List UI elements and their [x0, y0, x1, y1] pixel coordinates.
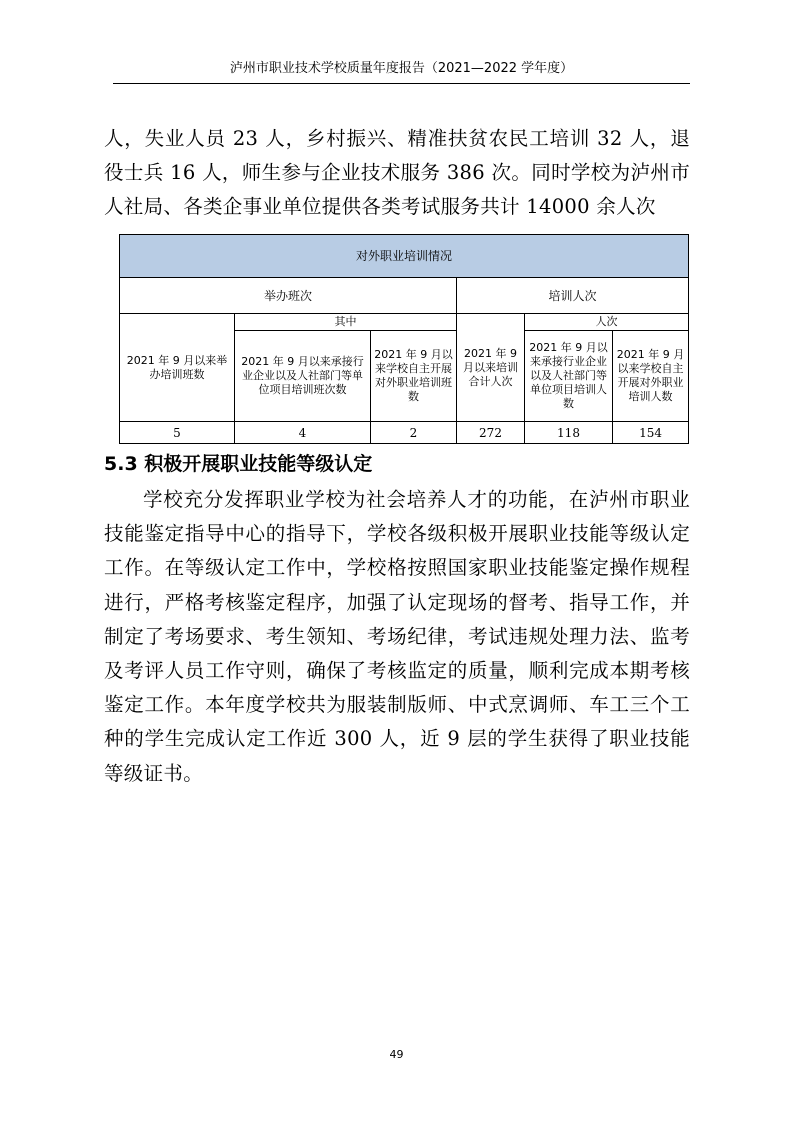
col-header-self-run-classes: 2021 年 9 月以来学校自主开展对外职业培训班数: [371, 331, 457, 422]
section-paragraph: 学校充分发挥职业学校为社会培养人才的功能，在泸州市职业技能鉴定指导中心的指导下，学校各级积极开展职业技能等级认定工作。在等级认定工作中，学校格按照国家职业技能鉴定操作规程进行，严格考核鉴定程序，加强了认定现场的督考、指导工作，并制定了考场要求、考生领知、考场纪律，考试违规处理力法、监考及考评人员工作守则，确保了考核监定的质量，顺利完成本期考核鉴定工作。本年度学校共为服装制版师、中式烹调师、车工三个工种的学生完成认定工作近 300 人，近 9 层的学生获得了职业技能等级证书。: [104, 488, 690, 785]
training-table-container: [119, 234, 688, 444]
col-header-contracted-people: 2021 年 9 月以来承接行业企业以及人社部门等单位项目培训人数: [525, 331, 613, 422]
value-total-people: 272: [457, 422, 525, 444]
value-self-run-classes: 2: [371, 422, 457, 444]
group-header-classes: 举办班次: [120, 278, 457, 314]
value-self-run-people: 154: [613, 422, 689, 444]
col-header-self-run-people: 2021 年 9 月以来学校自主开展对外职业培训人数: [613, 331, 689, 422]
value-contracted-classes: 4: [235, 422, 371, 444]
table-caption: 对外职业培训情况: [120, 235, 689, 278]
subheader-of-which: 其中: [235, 314, 457, 331]
page-header-title: 泸州市职业技术学校质量年度报告（2021—2022 学年度）: [229, 61, 574, 76]
section-heading: 5.3 积极开展职业技能等级认定: [104, 453, 373, 475]
header-divider: [113, 83, 690, 84]
group-header-people: 培训人次: [457, 278, 689, 314]
intro-paragraph: 人，失业人员 23 人，乡村振兴、精准扶贫农民工培训 32 人，退役士兵 16 人，师生参与企业技术服务 386 次。同时学校为泸州市人社局、各类企事业单位提供各类考试服务共计 14000 余人次: [104, 127, 690, 219]
col-header-contracted-classes: 2021 年 9 月以来承接行业企业以及人社部门等单位项目培训班次数: [235, 331, 371, 422]
col-header-total-classes: 2021 年 9 月以来举办培训班数: [120, 314, 235, 422]
value-contracted-people: 118: [525, 422, 613, 444]
col-header-total-people: 2021 年 9 月以来培训合计人次: [457, 314, 525, 422]
value-total-classes: 5: [120, 422, 235, 444]
page-number: 49: [389, 1048, 404, 1061]
subheader-people: 人次: [525, 314, 689, 331]
external-training-table: [119, 234, 689, 444]
table-row: [120, 422, 689, 444]
